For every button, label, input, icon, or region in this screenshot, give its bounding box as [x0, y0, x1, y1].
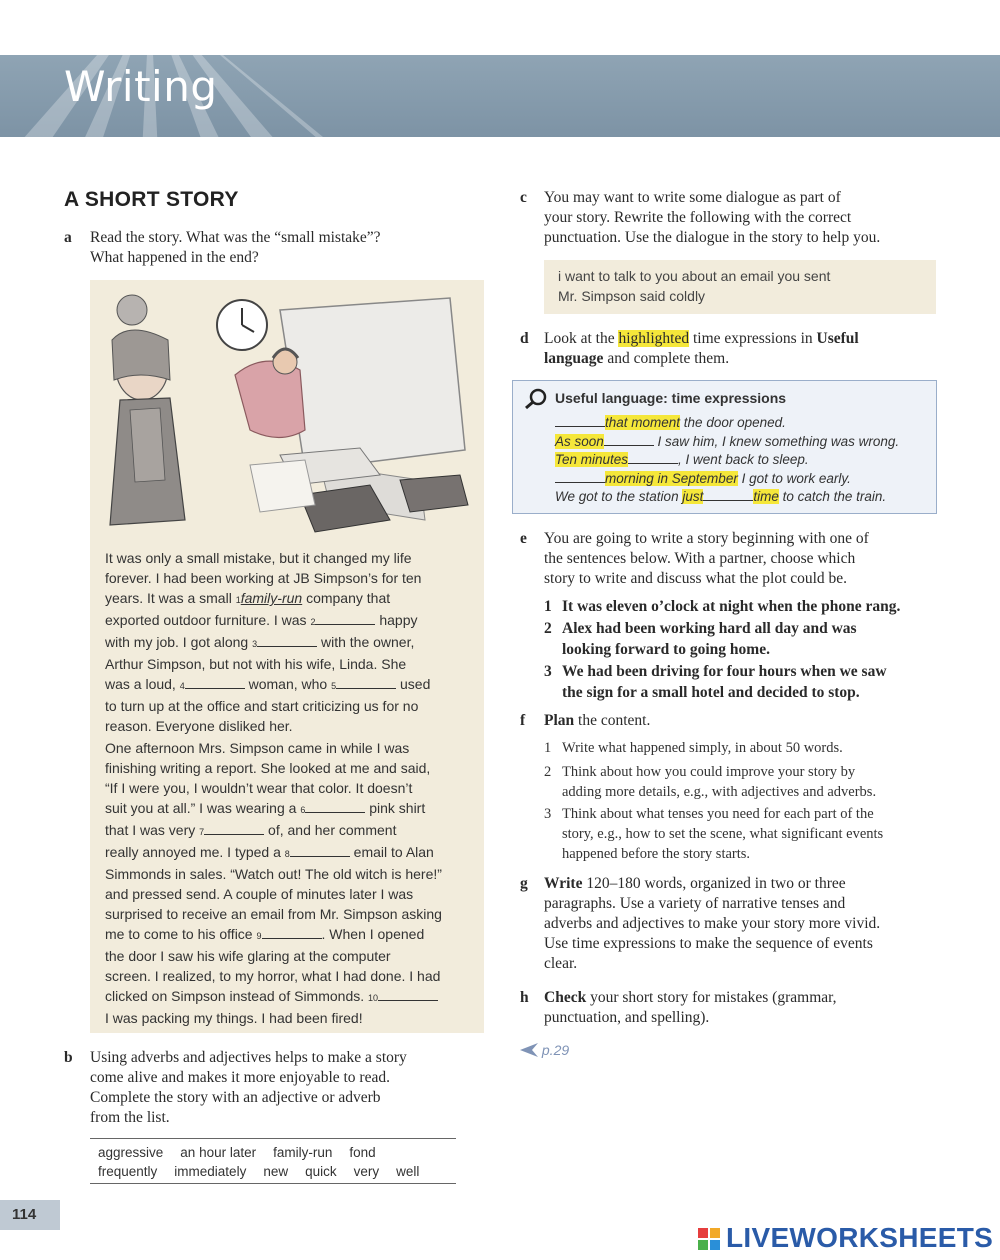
story-option-2[interactable]: 2 Alex had been working hard all day and was looking forward to going home.: [544, 620, 857, 658]
answer-blank-3[interactable]: [257, 632, 317, 647]
task-e-line: story to write and discuss what the plot could be.: [544, 570, 848, 587]
task-d: [520, 329, 960, 371]
task-a: [64, 228, 484, 270]
section-heading: A SHORT STORY: [64, 188, 239, 211]
task-b-line: Complete the story with an adjective or adverb: [90, 1089, 381, 1106]
task-c-line: You may want to write some dialogue as part of: [544, 189, 841, 206]
story-line: finishing writing a report. She looked at me and said,: [105, 760, 431, 776]
useful-language-box: [512, 380, 937, 514]
task-e-line: the sentences below. With a partner, choose which: [544, 550, 856, 567]
answer-blank-5[interactable]: [336, 674, 396, 689]
story-option-1[interactable]: 1 It was eleven o’clock at night when the phone rang.: [544, 598, 901, 615]
task-g: [520, 874, 960, 976]
story-line: forever. I had been working at JB Simpson’s for ten: [105, 570, 422, 586]
story-options: [544, 596, 964, 706]
answer-blank-7[interactable]: [204, 820, 264, 835]
story-line: with my job. I got along 3 with the owner,: [105, 634, 415, 650]
back-arrow-icon: [520, 1043, 538, 1057]
useful-language-lines: [555, 414, 899, 507]
word-option[interactable]: family-run: [273, 1145, 333, 1160]
story-line: me to come to his office 9 . When I opened: [105, 926, 425, 942]
answer-blank-4[interactable]: [185, 674, 245, 689]
task-d-line: language and complete them.: [544, 350, 730, 367]
task-c: [520, 188, 960, 250]
task-g-line: adverbs and adjectives to make your story more vivid.: [544, 915, 881, 932]
task-d-letter: d: [520, 330, 529, 347]
dialogue-sentence-box: [544, 260, 936, 314]
story-line: screen. I realized, to my horror, what I had done. I had: [105, 968, 441, 984]
story-line: It was only a small mistake, but it changed my life: [105, 550, 412, 566]
task-h: [520, 988, 960, 1030]
story-line: to turn up at the office and start criticizing us for no: [105, 698, 419, 714]
story-line: and pressed send. A couple of minutes later I was: [105, 886, 414, 902]
task-e: [520, 529, 960, 591]
word-list-row: [90, 1143, 456, 1162]
clock-icon: [217, 300, 267, 350]
task-a-line: Read the story. What was the “small mistake”?: [90, 229, 381, 246]
story-line: suit you at all.” I was wearing a 6 pink shirt: [105, 800, 426, 816]
task-c-line: punctuation. Use the dialogue in the story to help you.: [544, 229, 881, 246]
expression-line: morning in September I got to work early.: [555, 470, 899, 489]
task-e-line: You are going to write a story beginning with one of: [544, 530, 869, 547]
task-b-line: from the list.: [90, 1109, 170, 1126]
dialogue-line: Mr. Simpson said coldly: [558, 288, 706, 304]
magnifier-icon: [523, 388, 549, 410]
task-b-letter: b: [64, 1049, 73, 1066]
task-d-text: [544, 329, 859, 369]
story-option-3[interactable]: 3 We had been driving for four hours when we saw the sign for a small hotel and decided to stop.: [544, 663, 887, 701]
expression-blank-2[interactable]: [604, 433, 654, 446]
page-title: Writing: [64, 62, 218, 111]
example-answer: family-run: [240, 590, 303, 606]
task-g-line: Write 120–180 words, organized in two or three: [544, 875, 846, 892]
task-b-line: Using adverbs and adjectives helps to make a story: [90, 1049, 407, 1066]
story-line: exported outdoor furniture. I was 2 happy: [105, 612, 418, 628]
expression-blank-1[interactable]: [555, 414, 605, 427]
task-g-line: Use time expressions to make the sequence of events: [544, 935, 873, 952]
expression-blank-5[interactable]: [703, 488, 753, 501]
word-option[interactable]: an hour later: [180, 1145, 257, 1160]
task-g-line: paragraphs. Use a variety of narrative tenses and: [544, 895, 846, 912]
task-d-line: Look at the highlighted time expressions in Useful: [544, 330, 859, 347]
expression-blank-3[interactable]: [628, 451, 678, 464]
word-list-row: [90, 1162, 456, 1181]
story-line: I was packing my things. I had been fired!: [105, 1010, 363, 1026]
story-line: really annoyed me. I typed a 8 email to Alan: [105, 844, 434, 860]
word-option[interactable]: frequently: [98, 1164, 158, 1179]
word-option[interactable]: quick: [305, 1164, 337, 1179]
task-a-text: [90, 228, 381, 268]
answer-blank-10[interactable]: [378, 986, 438, 1001]
story-line: One afternoon Mrs. Simpson came in while I was: [105, 740, 410, 756]
useful-language-title: Useful language: time expressions: [555, 390, 787, 406]
page-reference-link[interactable]: p.29: [520, 1042, 569, 1058]
task-e-letter: e: [520, 530, 527, 547]
expression-line: Ten minutes , I went back to sleep.: [555, 452, 809, 467]
plan-step-1: 1 Write what happened simply, in about 50 words.: [544, 740, 843, 756]
task-a-letter: a: [64, 229, 72, 246]
story-line: years. It was a small 1family-run company that: [105, 590, 391, 606]
story-line: reason. Everyone disliked her.: [105, 718, 293, 734]
word-option[interactable]: well: [396, 1164, 420, 1179]
story-line: “If I were you, I wouldn’t wear that color. It doesn’t: [105, 780, 413, 796]
liveworksheets-logo-icon: [698, 1228, 722, 1252]
task-h-letter: h: [520, 989, 529, 1006]
answer-blank-8[interactable]: [290, 842, 350, 857]
story-paragraph-2: [105, 738, 475, 1028]
task-c-text: [544, 188, 880, 248]
task-g-text: [544, 874, 880, 974]
expression-line: that moment the door opened.: [555, 414, 899, 433]
expression-line: We got to the station just time to catch the train.: [555, 489, 887, 504]
task-e-text: [544, 529, 869, 589]
story-line: the door I saw his wife glaring at the computer: [105, 948, 391, 964]
story-line: that I was very 7 of, and her comment: [105, 822, 397, 838]
task-b-text: [90, 1048, 407, 1128]
task-b: [64, 1048, 484, 1132]
answer-blank-6[interactable]: [305, 798, 365, 813]
expression-blank-4[interactable]: [555, 470, 605, 483]
word-option[interactable]: aggressive: [98, 1145, 164, 1160]
plan-step-2: 2 Think about how you could improve your story by adding more details, e.g., with adjectives and adverbs.: [544, 764, 877, 800]
task-f-letter: f: [520, 712, 526, 729]
task-a-line: What happened in the end?: [90, 249, 259, 266]
expression-line: As soon I saw him, I knew something was wrong.: [555, 433, 900, 449]
word-option[interactable]: fond: [349, 1145, 376, 1160]
story-line: Simmonds in sales. “Watch out! The old witch is here!”: [105, 866, 442, 882]
task-c-line: your story. Rewrite the following with the correct: [544, 209, 852, 226]
office-illustration: [90, 280, 484, 540]
task-b-line: come alive and makes it more enjoyable to read.: [90, 1069, 390, 1086]
dialogue-line: i want to talk to you about an email you sent: [558, 268, 831, 284]
word-option[interactable]: immediately: [174, 1164, 247, 1179]
answer-blank-9[interactable]: [262, 924, 322, 939]
story-box: [90, 280, 484, 1033]
task-g-letter: g: [520, 875, 528, 892]
story-line: clicked on Simpson instead of Simmonds. 10: [105, 986, 475, 1008]
task-f-text: Plan the content.: [544, 712, 651, 729]
task-c-letter: c: [520, 189, 527, 206]
task-h-line: Check your short story for mistakes (grammar,: [544, 989, 837, 1006]
plan-step-3: 3 Think about what tenses you need for each part of the story, e.g., how to set the scene, what significant events happened before the story starts.: [544, 806, 884, 862]
story-paragraph-1: [105, 548, 475, 736]
word-option[interactable]: new: [263, 1164, 289, 1179]
word-list: [90, 1138, 456, 1184]
page-number: 114: [12, 1206, 37, 1223]
task-h-text: [544, 988, 837, 1028]
word-option[interactable]: very: [353, 1164, 380, 1179]
plan-steps: [544, 738, 964, 868]
story-line: surprised to receive an email from Mr. Simpson asking: [105, 906, 442, 922]
task-h-line: punctuation, and spelling).: [544, 1009, 710, 1026]
story-line: Arthur Simpson, but not with his wife, Linda. She: [105, 656, 407, 672]
task-g-line: clear.: [544, 955, 578, 972]
liveworksheets-logo-text: LIVEWORKSHEETS: [726, 1222, 994, 1253]
story-line: was a loud, 4 woman, who 5 used: [105, 676, 431, 692]
answer-blank-2[interactable]: [315, 610, 375, 625]
task-f: [520, 711, 960, 733]
